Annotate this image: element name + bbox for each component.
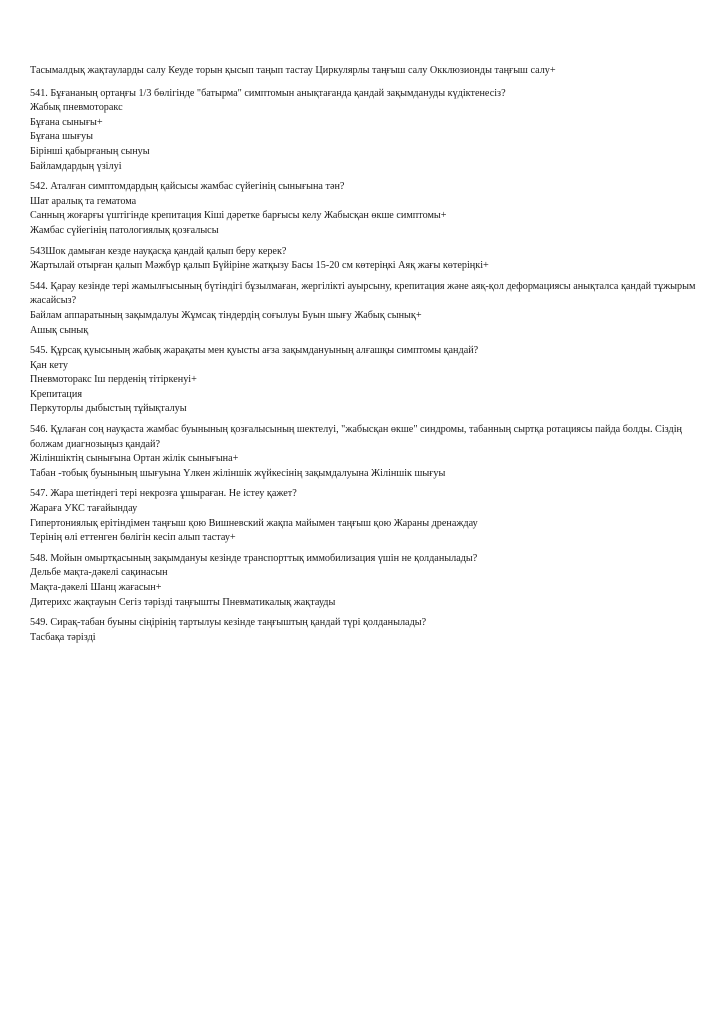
answer-option: Бірінші қабырғаның сынуы [30, 145, 150, 157]
question-542 [30, 180, 710, 238]
intro-line: Тасымалдық жақтауларды салу Кеуде торын қысып таңып тастау Циркулярлы таңғыш салу Окклюзионды таңғыш салу+ [30, 65, 556, 76]
answer-option: Гипертониялық ерітіндімен таңғыш қою Вишневский жақпа майымен таңғыш қою Жараны дренаждау [30, 517, 478, 529]
question-text: 544. Қарау кезінде тері жамылғысының бүтіндігі бұзылмаған, жергілікті ауырсыну, крепитация және аяқ-қол деформациясы анықталса қандай тұжырым жасайсыз? [30, 280, 696, 307]
question-text: 546. Құлаған соң науқаста жамбас буынының қозғалысының шектелуі, "жабысқан өкше" синдромы, табанның сыртқа ротациясы пайда болды. Сіздің болжам диагнозыңыз қандай? [30, 424, 682, 450]
answer-option: Санның жоғарғы үштігінде крепитация Кіші дәретке барғысы келу Жабысқан өкше симптомы+ [30, 210, 447, 222]
answer-option: Перкуторлы дыбыстың тұйықталуы [30, 403, 187, 415]
question-text: 547. Жара шетіндегі тері некрозға ұшыраған. Не істеу қажет? [30, 488, 297, 500]
question-543 [30, 245, 710, 274]
question-548 [30, 552, 710, 610]
question-549 [30, 616, 710, 645]
question-text: 545. Құрсақ қуысының жабық жарақаты мен қуысты ағза зақымдануының алғашқы симптомы қандай? [30, 345, 479, 357]
question-545 [30, 344, 710, 417]
question-547 [30, 487, 710, 545]
answer-option: Ашық сынық [30, 324, 89, 336]
question-text: 542. Аталған симптомдардың қайсысы жамбас сүйегінің сынығына тән? [30, 181, 345, 193]
question-546 [30, 423, 710, 481]
question-544 [30, 280, 710, 338]
question-text: 543Шок дамыған кезде науқасқа қандай қалып беру керек? [30, 245, 287, 257]
answer-option: Жараға УКС тағайындау [30, 503, 138, 515]
answer-option: Шат аралық та гематома [30, 195, 137, 207]
answer-option: Крепитация [30, 388, 83, 400]
answer-option: Қан кету [30, 359, 68, 371]
answer-option: Дельбе мақта-дәкелі сақинасын [30, 567, 168, 579]
answer-option: Байламдардың үзілуі [30, 160, 122, 172]
answer-option: Жіліншіктің сынығына Ортан жілік сынығына+ [30, 453, 239, 465]
document-page [30, 64, 710, 651]
answer-option: Тасбақа тәрізді [30, 631, 96, 643]
answer-option: Терінің өлі еттенген бөлігін кесіп алып тастау+ [30, 532, 236, 544]
answer-option: Дитерихс жақтауын Сегіз тәрізді таңғышты Пневматикалық жақтауды [30, 596, 336, 608]
intro-block [30, 64, 710, 79]
answer-option: Бұғана шығуы [30, 131, 93, 143]
question-text: 541. Бұғананың ортаңғы 1/3 бөлігінде "батырма" симптомын анықтағанда қандай зақымдануды күдіктенесіз? [30, 87, 506, 99]
question-text: 548. Мойын омыртқасының зақымдануы кезінде транспорттық иммобилизация үшін не қолданылады? [30, 552, 478, 564]
answer-option: Мақта-дәкелі Шанц жағасын+ [30, 582, 162, 593]
answer-option: Жамбас сүйегінің патологиялық қозғалысы [30, 224, 219, 236]
answer-option: Бұғана сынығы+ [30, 116, 103, 128]
question-text: 549. Сирақ-табан буыны сіңірінің тартылуы кезінде таңғыштың қандай түрі қолданылады? [30, 617, 427, 629]
answer-option: Жартылай отырған қалып Мәжбүр қалып Бүйіріне жатқызу Басы 15-20 см көтеріңкі Аяқ жағы көтеріңкі+ [30, 260, 489, 272]
question-541 [30, 87, 710, 175]
answer-option: Пневмоторакс Іш перденің тітіркенуі+ [30, 374, 197, 386]
answer-option: Жабық пневмоторакс [30, 102, 123, 114]
answer-option: Байлам аппаратының зақымдалуы Жұмсақ тіндердің соғылуы Буын шығу Жабық сынық+ [30, 309, 422, 321]
answer-option: Табан -тобық буынының шығуына Үлкен жіліншік жүйкесінің зақымдалуына Жіліншік шығуы [30, 467, 446, 479]
